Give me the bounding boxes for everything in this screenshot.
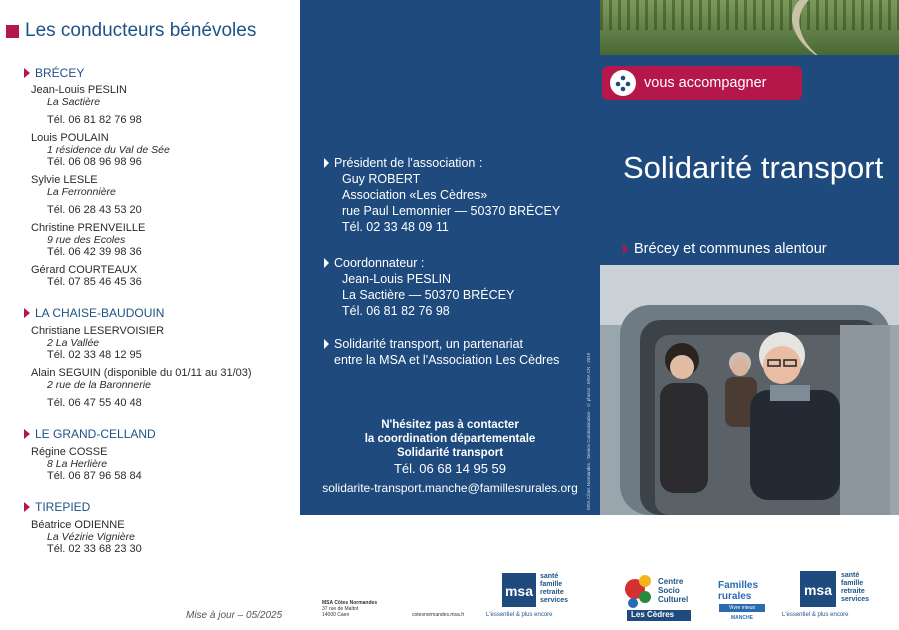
volunteer-name: Gérard COURTEAUX xyxy=(31,264,138,276)
badge-label: vous accompagner xyxy=(644,75,767,91)
volunteer-phone: Tél. 06 81 82 76 98 xyxy=(47,114,142,126)
msa-logo-icon xyxy=(502,573,536,607)
president-block xyxy=(324,155,560,235)
car-illustration xyxy=(600,265,899,515)
president-name: Guy ROBERT xyxy=(342,172,421,186)
volunteer-address: La Vézirie Vignière xyxy=(47,531,135,543)
volunteer-address: La Sactière xyxy=(47,96,101,108)
volunteer-address: 2 La Vallée xyxy=(47,337,100,349)
credits-vertical-text: MSA Côtes Normandes · Service Communication · © photos : MSA CN · 2019 xyxy=(586,352,591,510)
msa-logo-icon xyxy=(800,571,836,607)
msa-city: 14000 Caen xyxy=(322,612,350,618)
road-photo xyxy=(600,0,899,55)
volunteer-name: Christiane LESERVOISIER xyxy=(31,325,165,337)
svg-text:msa: msa xyxy=(803,582,833,598)
brochure-title: Solidarité transport xyxy=(623,150,884,185)
commune-la-chaise-baudouin: LA CHAISE-BAUDOUIN xyxy=(24,306,164,320)
volunteer-phone: Tél. 02 33 68 23 30 xyxy=(47,543,142,555)
partnership-line: entre la MSA et l'Association Les Cèdres xyxy=(334,353,560,367)
triangle-icon xyxy=(24,308,30,318)
volunteer-address: 8 La Herlière xyxy=(47,458,108,470)
car-photo xyxy=(600,265,899,515)
msa-name: MSA Côtes Normandes xyxy=(322,600,378,606)
familles-tag-bar: Vivre mieux xyxy=(719,604,765,612)
president-heading: Président de l'association : xyxy=(334,156,483,170)
commune-le-grand-celland: LE GRAND-CELLAND xyxy=(24,427,156,441)
volunteer-phone: Tél. 06 47 55 40 48 xyxy=(47,397,142,409)
volunteer-address: La Ferronnière xyxy=(47,186,116,198)
cta-phone: Tél. 06 68 14 95 59 xyxy=(393,461,507,476)
middle-panel xyxy=(300,0,600,515)
centre-logo-text: Centre Socio Culturel xyxy=(658,577,689,604)
road-shape xyxy=(781,0,899,55)
heading-square-icon xyxy=(6,25,19,38)
familles-rurales-logo: Familles rurales xyxy=(718,580,759,602)
volunteer-phone: Tél. 06 87 96 58 84 xyxy=(47,470,142,482)
volunteer-name: Régine COSSE xyxy=(31,446,108,458)
volunteer-name: Alain SEGUIN (disponible du 01/11 au 31/03) xyxy=(31,367,252,379)
triangle-icon xyxy=(24,429,30,439)
update-date: Mise à jour – 05/2025 xyxy=(186,610,283,621)
association-name: Association «Les Cèdres» xyxy=(342,188,488,202)
accompany-badge xyxy=(602,66,802,100)
cta-line: la coordination départementale xyxy=(364,433,536,445)
coordinator-address: La Sactière — 50370 BRÉCEY xyxy=(342,288,515,302)
commune-brecey: BRÉCEY xyxy=(24,66,84,80)
cta-line: N'hésitez pas à contacter xyxy=(381,419,519,431)
partnership-line: Solidarité transport, un partenariat xyxy=(334,337,523,351)
msa-address xyxy=(322,600,465,618)
volunteer-name: Louis POULAIN xyxy=(31,132,109,144)
msa-website: cotesnormandes.msa.fr xyxy=(412,612,465,618)
volunteer-address: 9 rue des Ecoles xyxy=(47,234,126,246)
association-address: rue Paul Lemonnier — 50370 BRÉCEY xyxy=(342,204,561,218)
msa-street: 37 rue de Maltot xyxy=(322,606,359,612)
brochure-subtitle: Brécey et communes alentour xyxy=(623,241,827,257)
commune-tirepied: TIREPIED xyxy=(24,500,90,514)
volunteer-name: Béatrice ODIENNE xyxy=(31,519,125,531)
volunteer-phone: Tél. 06 08 96 98 96 xyxy=(47,156,142,168)
volunteers-title: Les conducteurs bénévoles xyxy=(25,20,257,41)
volunteer-name: Christine PRENVEILLE xyxy=(31,222,146,234)
coordinator-heading: Coordonnateur : xyxy=(334,256,425,270)
triangle-icon xyxy=(24,502,30,512)
triangle-icon xyxy=(324,258,329,268)
volunteer-phone: Tél. 02 33 48 12 95 xyxy=(47,349,142,361)
volunteer-phone: Tél. 06 42 39 98 36 xyxy=(47,246,142,258)
president-phone: Tél. 02 33 48 09 11 xyxy=(342,220,449,234)
svg-text:msa: msa xyxy=(504,583,534,599)
partnership-block xyxy=(324,336,559,368)
volunteer-phone: Tél. 06 28 43 53 20 xyxy=(47,204,142,216)
msa-tagline: L'essentiel & plus encore xyxy=(486,612,553,618)
coordinator-block xyxy=(324,255,514,319)
people-icon xyxy=(610,70,636,96)
left-panel xyxy=(0,0,300,630)
triangle-icon xyxy=(623,244,628,254)
msa-logo-text: santé famille retraite services xyxy=(841,572,870,603)
coordinator-name: Jean-Louis PESLIN xyxy=(342,272,452,286)
volunteer-address: 2 rue de la Baronnerie xyxy=(47,379,151,391)
familles-dept: MANCHE xyxy=(731,615,753,621)
triangle-icon xyxy=(324,158,329,168)
triangle-icon xyxy=(24,68,30,78)
volunteer-name: Jean-Louis PESLIN xyxy=(31,84,127,96)
msa-logo-text: santé famille retraite services xyxy=(540,573,569,604)
cta-email[interactable]: solidarite-transport.manche@famillesrurales.org xyxy=(322,481,578,495)
volunteer-name: Sylvie LESLE xyxy=(31,174,98,186)
coordinator-phone: Tél. 06 81 82 76 98 xyxy=(342,304,450,318)
volunteer-address: 1 résidence du Val de Sée xyxy=(47,144,170,156)
msa-tagline: L'essentiel & plus encore xyxy=(782,612,849,618)
cta-line: Solidarité transport xyxy=(396,447,504,459)
volunteer-phone: Tél. 07 85 46 45 36 xyxy=(47,276,142,288)
volunteers-heading xyxy=(6,20,256,42)
triangle-icon xyxy=(324,339,329,349)
centre-name: Les Cèdres xyxy=(631,610,675,619)
contact-cta xyxy=(300,418,600,460)
